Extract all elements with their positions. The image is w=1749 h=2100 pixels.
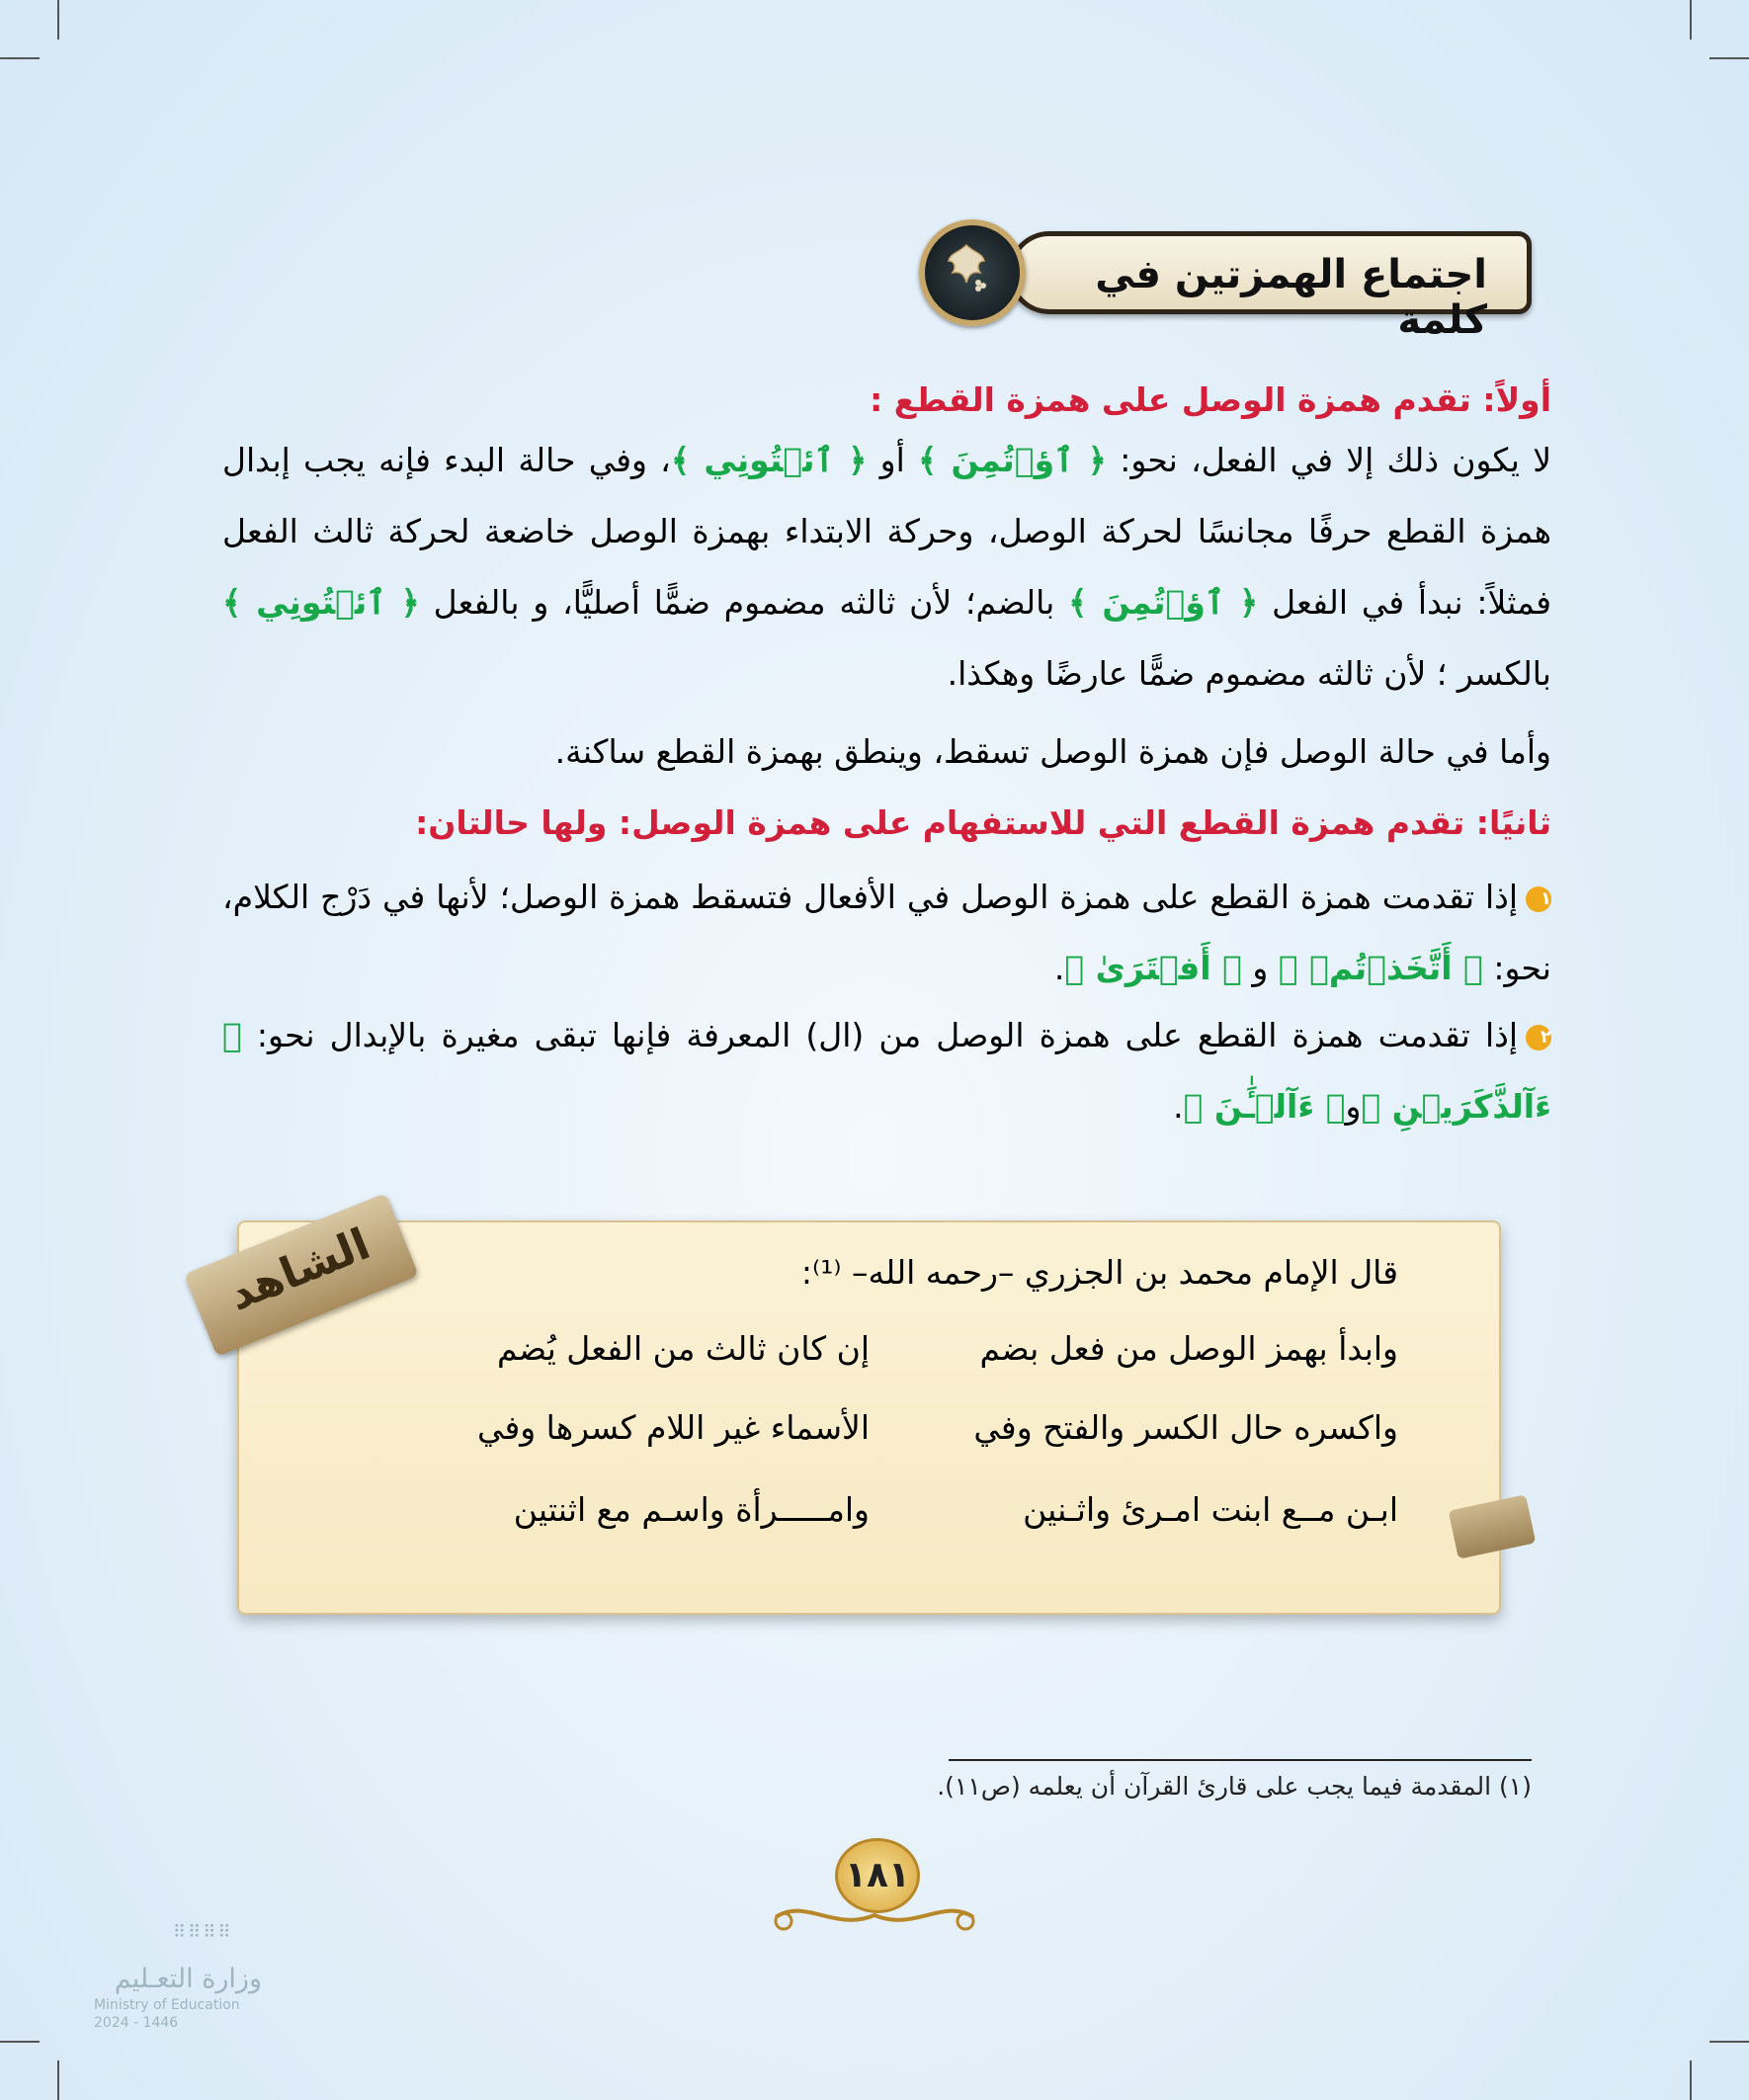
quran-verse: ﴿ ٱئۡتُونِي ﴾	[222, 583, 420, 622]
poem-hemistich-right: وابدأ بهمز الوصل من فعل بضم	[979, 1329, 1398, 1368]
crop-mark	[0, 2041, 40, 2043]
quran-verse: ﴿ أَفۡتَرَىٰ ﴾	[1064, 949, 1242, 987]
poem-hemistich-right: واكسره حال الكسر والفتح وفي	[973, 1408, 1398, 1447]
poem-hemistich-right: ابـن مــع ابنت امـرئ واثـنين	[1023, 1490, 1398, 1529]
section1-heading: أولاً: تقدم همزة الوصل على همزة القطع :	[870, 380, 1551, 419]
text-run: أو	[867, 441, 918, 479]
logo-year: 2024 - 1446	[94, 2015, 179, 2031]
page-title: اجتماع الهمزتين في كلمة	[1095, 252, 1487, 343]
section2-item-2	[222, 1000, 1551, 1142]
poem-intro: قال الإمام محمد بن الجزري –رحمه الله– ⁽¹⁾:	[800, 1253, 1398, 1292]
section1-note: وأما في حالة الوصل فإن همزة الوصل تسقط، وينطق بهمزة القطع ساكنة.	[554, 732, 1551, 771]
quran-verse: ﴿ ٱؤۡتُمِنَ ﴾	[918, 441, 1107, 479]
text-run: و	[1345, 1087, 1362, 1126]
title-banner	[919, 219, 1532, 343]
quran-verse: ﴿ أَتَّخَذۡتُمۡ ﴾	[1278, 949, 1483, 987]
text-run: و	[1241, 949, 1279, 987]
footnote-rule	[949, 1759, 1532, 1761]
section2-heading: ثانيًا: تقدم همزة القطع التي للاستفهام على همزة الوصل: ولها حالتان:	[415, 803, 1551, 842]
poem-hemistich-left: إن كان ثالث من الفعل يُضم	[497, 1329, 870, 1368]
text-run: بالضم؛ لأن ثالثه مضموم ضمًّا أصليًّا، و بالفعل	[419, 583, 1069, 622]
crop-mark	[57, 0, 59, 40]
ribbon-label: الشاهد	[221, 1218, 377, 1321]
text-run: ، وفي حالة البدء فإنه يجب إبدال همزة القطع حرفًا مجانسًا لحركة الوصل، وحركة الابتداء بهمزة الوصل خاضعة لحركة ثالث الفعل فمثلاً: نبدأ في الفعل	[222, 441, 1552, 622]
text-run: .	[1053, 949, 1065, 987]
page-number-ornament	[766, 1838, 983, 1947]
logo-dots-icon: ⠿⠿⠿⠿	[173, 1922, 233, 1943]
page-number: ١٨١	[835, 1838, 920, 1913]
logo-english: Ministry of Education	[94, 1997, 240, 2013]
quran-verse: ﴿ ءَآلذَّكَرَيۡنِ ﴾	[222, 1016, 1551, 1126]
logo-arabic: وزارة التعـليم	[114, 1964, 262, 1994]
poem-hemistich-left: الأسماء غير اللام كسرها وفي	[476, 1408, 870, 1447]
crop-mark	[57, 2060, 59, 2100]
footnote: (١) المقدمة فيما يجب على قارئ القرآن أن يعلمه (ص١١).	[937, 1772, 1532, 1801]
text-run: لا يكون ذلك إلا في الفعل، نحو:	[1106, 441, 1552, 479]
crop-mark	[1709, 2041, 1749, 2043]
quran-verse: ﴿ ٱئۡتُونِي ﴾	[670, 441, 868, 479]
text-run: بالكسر ؛ لأن ثالثه مضموم ضمًّا عارضًا وهكذا.	[947, 654, 1551, 693]
crop-mark	[1690, 2060, 1692, 2100]
ministry-logo	[94, 1922, 262, 2041]
quran-verse: ﴿ ءَآلۡـَٰٔنَ ﴾	[1183, 1087, 1346, 1126]
number-badge: ١	[1526, 886, 1551, 912]
crop-mark	[1709, 57, 1749, 59]
quran-verse: ﴿ ٱؤۡتُمِنَ ﴾	[1068, 583, 1259, 622]
grape-leaf-icon	[919, 219, 1026, 326]
text-run: .	[1173, 1087, 1184, 1126]
text-run: إذا تقدمت همزة القطع على همزة الوصل في الأفعال فتسقط همزة الوصل؛ لأنها في دَرْج الكلام، نحو:	[222, 878, 1551, 987]
crop-mark	[1690, 0, 1692, 40]
title-plate	[1008, 231, 1532, 343]
section1-paragraph	[222, 425, 1551, 710]
text-run: إذا تقدمت همزة القطع على همزة الوصل من (ال) المعرفة فإنها تبقى مغيرة بالإبدال نحو:	[241, 1016, 1518, 1054]
number-badge: ٢	[1526, 1025, 1551, 1050]
poem-hemistich-left: وامـــــرأة واسـم مع اثنتين	[513, 1490, 870, 1529]
crop-mark	[0, 57, 40, 59]
section2-item-1	[222, 862, 1551, 1004]
